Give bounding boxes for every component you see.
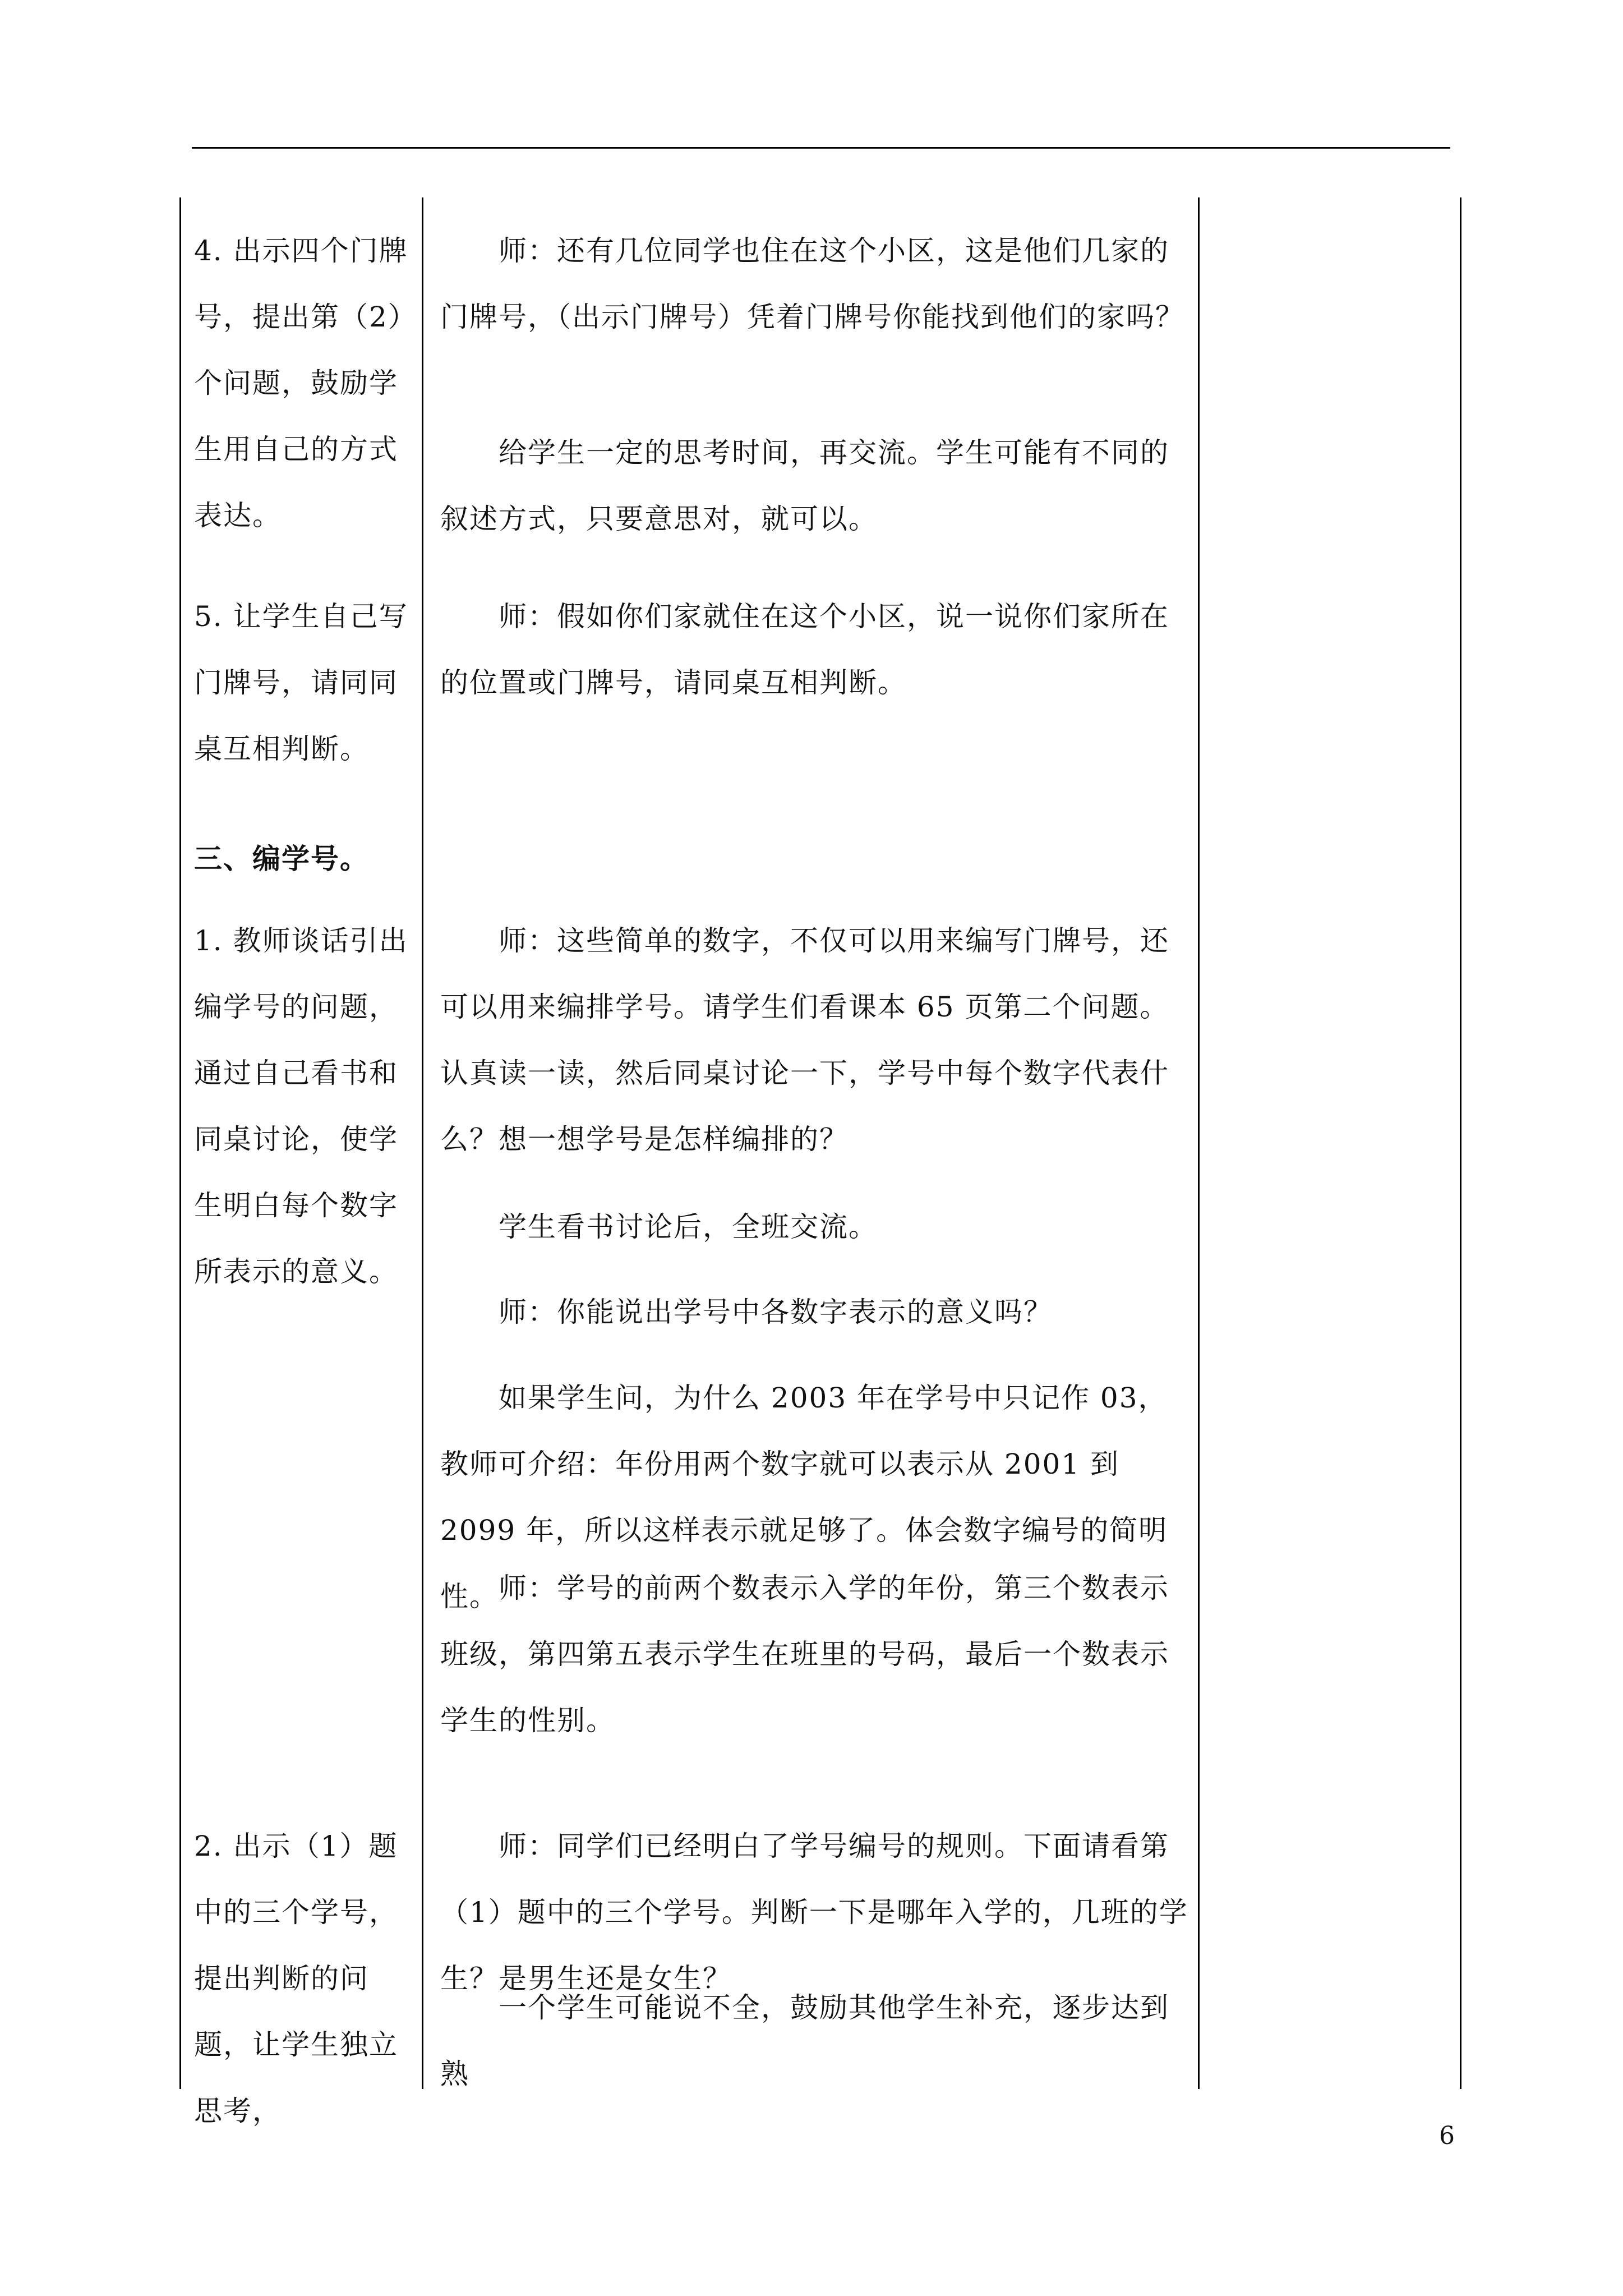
main-block-6 bbox=[440, 1279, 1189, 1345]
paragraph: 师：这些简单的数字，不仅可以用来编写门牌号，还可以用来编排学号。请学生们看课本 65 页第二个问题。认真读一读，然后同桌讨论一下，学号中每个数字代表什么？想一想学号是怎样编排的？ bbox=[440, 924, 1169, 1156]
left-item-1-text: 1. 教师谈话引出编学号的问题，通过自己看书和同桌讨论，使学生明白每个数字所表示的意义。 bbox=[194, 924, 408, 1288]
paragraph: 师：你能说出学号中各数字表示的意义吗？ bbox=[499, 1296, 1053, 1328]
paragraph: 一个学生可能说不全，鼓励其他学生补充，逐步达到熟 bbox=[440, 1991, 1169, 2090]
left-item-2-text: 2. 出示（1）题中的三个学号，提出判断的问题，让学生独立思考， bbox=[194, 1830, 398, 2127]
main-block-4 bbox=[440, 908, 1189, 1172]
table-border-right bbox=[1460, 197, 1461, 2089]
main-block-3 bbox=[440, 583, 1189, 716]
paragraph: 学生看书讨论后，全班交流。 bbox=[499, 1211, 878, 1243]
table-border-col3 bbox=[1198, 197, 1200, 2089]
left-item-1 bbox=[194, 908, 413, 1305]
paragraph: 师：同学们已经明白了学号编号的规则。下面请看第（1）题中的三个学号。判断一下是哪年入学的，几班的学生？是男生还是女生？ bbox=[440, 1830, 1188, 1995]
section-heading-text: 三、编学号。 bbox=[194, 842, 369, 875]
left-item-5-text: 5. 让学生自己写门牌号，请同同桌互相判断。 bbox=[194, 600, 408, 765]
left-item-5 bbox=[194, 583, 413, 782]
main-block-2 bbox=[440, 420, 1189, 552]
header-rule bbox=[192, 147, 1450, 149]
main-block-8 bbox=[440, 1555, 1189, 1754]
left-item-4 bbox=[194, 218, 413, 549]
paragraph: 师：还有几位同学也住在这个小区，这是他们几家的门牌号，（出示门牌号）凭着门牌号你能找到他们的家吗？ bbox=[440, 234, 1184, 333]
page-number: 6 bbox=[1439, 2122, 1455, 2150]
main-block-1 bbox=[440, 218, 1189, 350]
left-item-2 bbox=[194, 1813, 413, 2144]
paragraph: 师：假如你们家就住在这个小区，说一说你们家所在的位置或门牌号，请同桌互相判断。 bbox=[440, 600, 1169, 699]
main-block-5 bbox=[440, 1194, 1189, 1260]
paragraph: 给学生一定的思考时间，再交流。学生可能有不同的叙述方式，只要意思对，就可以。 bbox=[440, 436, 1169, 535]
section-heading bbox=[194, 826, 413, 892]
paragraph: 如果学生问，为什么 2003 年在学号中只记作 03，教师可介绍：年份用两个数字就可以表示从 2001 到 2099 年，所以这样表示就足够了。体会数字编号的简明性。 bbox=[440, 1382, 1168, 1613]
left-item-4-text: 4. 出示四个门牌号，提出第（2）个问题，鼓励学生用自己的方式表达。 bbox=[194, 234, 408, 532]
table-border-col2 bbox=[422, 197, 423, 2089]
paragraph: 师：学号的前两个数表示入学的年份，第三个数表示班级，第四第五表示学生在班里的号码，最后一个数表示学生的性别。 bbox=[440, 1572, 1169, 1737]
main-block-10 bbox=[440, 1975, 1189, 2107]
table-border-left bbox=[179, 197, 181, 2089]
